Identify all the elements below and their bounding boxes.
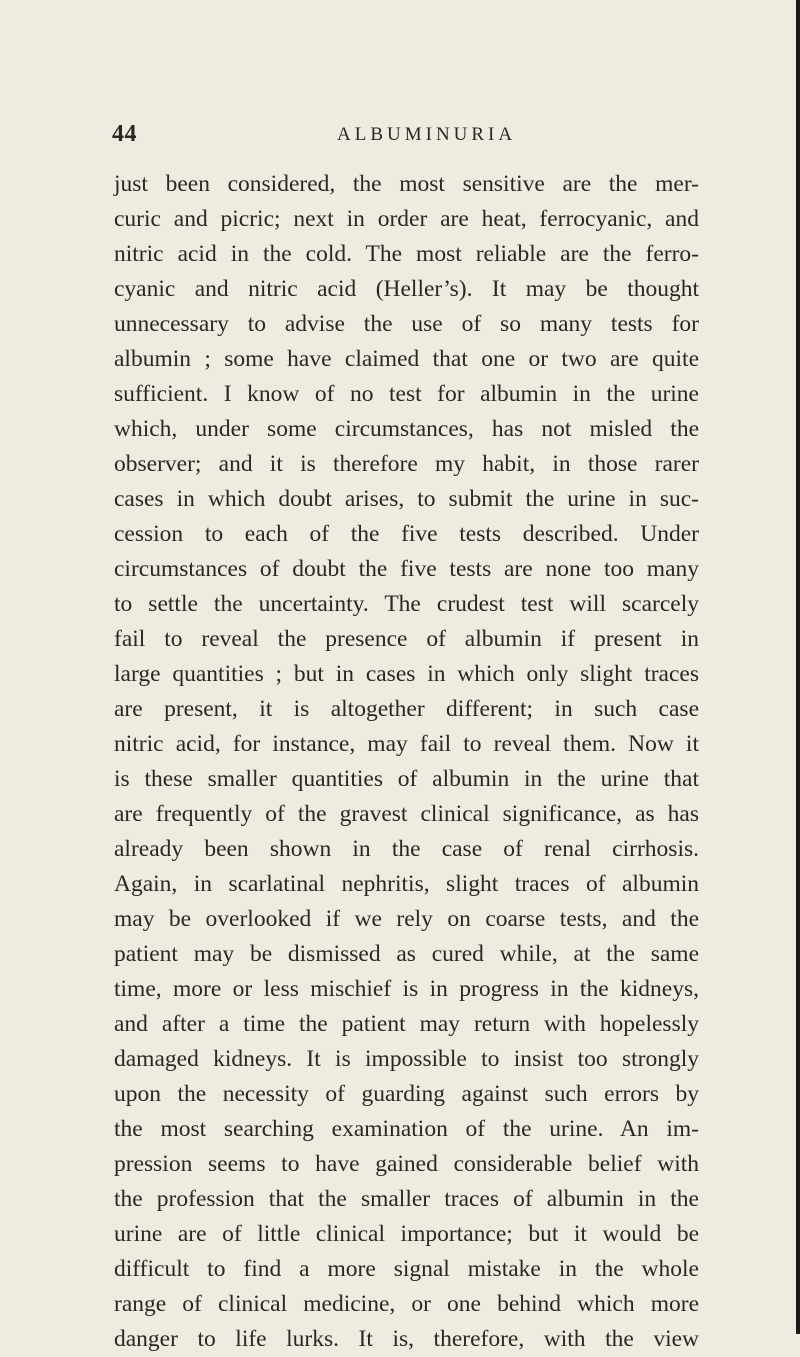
text-line: time, more or less mischief is in progress in the kidneys, — [114, 976, 699, 1002]
text-line: is these smaller quantities of albumin in the urine that — [114, 766, 699, 792]
page-edge-shadow — [796, 0, 800, 1334]
text-line: fail to reveal the presence of albumin if present in — [114, 626, 699, 652]
text-line: sufficient. I know of no test for albumin in the urine — [114, 381, 699, 407]
text-line: and after a time the patient may return with hopelessly — [114, 1011, 699, 1037]
text-line: large quantities ; but in cases in which only slight traces — [114, 661, 699, 687]
text-line: observer; and it is therefore my habit, in those rarer — [114, 451, 699, 477]
text-line: patient may be dismissed as cured while, at the same — [114, 941, 699, 967]
text-line: curic and picric; next in order are heat, ferrocyanic, and — [114, 206, 699, 232]
text-line: already been shown in the case of renal cirrhosis. — [114, 836, 699, 862]
text-line: urine are of little clinical importance; but it would be — [114, 1221, 699, 1247]
running-head: ALBUMINURIA — [337, 124, 517, 145]
body-paragraph — [114, 167, 699, 1357]
text-line: cession to each of the five tests described. Under — [114, 521, 699, 547]
text-line: difficult to find a more signal mistake in the whole — [114, 1256, 699, 1282]
page-header — [112, 121, 712, 155]
text-line: cyanic and nitric acid (Heller’s). It may be thought — [114, 276, 699, 302]
text-line: nitric acid in the cold. The most reliable are the ferro- — [114, 241, 699, 267]
text-line: are frequently of the gravest clinical significance, as has — [114, 801, 699, 827]
text-line: are present, it is altogether different; in such case — [114, 696, 699, 722]
text-line: pression seems to have gained considerable belief with — [114, 1151, 699, 1177]
text-line: just been considered, the most sensitive are the mer- — [114, 171, 699, 197]
text-line: nitric acid, for instance, may fail to reveal them. Now it — [114, 731, 699, 757]
text-line: cases in which doubt arises, to submit the urine in suc- — [114, 486, 699, 512]
text-line: which, under some circumstances, has not misled the — [114, 416, 699, 442]
text-line: danger to life lurks. It is, therefore, with the view — [114, 1326, 699, 1352]
text-line: to settle the uncertainty. The crudest test will scarcely — [114, 591, 699, 617]
text-line: unnecessary to advise the use of so many tests for — [114, 311, 699, 337]
text-line: upon the necessity of guarding against such errors by — [114, 1081, 699, 1107]
text-line: damaged kidneys. It is impossible to insist too strongly — [114, 1046, 699, 1072]
text-line: albumin ; some have claimed that one or two are quite — [114, 346, 699, 372]
text-line: Again, in scarlatinal nephritis, slight traces of albumin — [114, 871, 699, 897]
text-line: may be overlooked if we rely on coarse tests, and the — [114, 906, 699, 932]
text-line: the most searching examination of the urine. An im- — [114, 1116, 699, 1142]
text-line: circumstances of doubt the five tests are none too many — [114, 556, 699, 582]
text-line: range of clinical medicine, or one behind which more — [114, 1291, 699, 1317]
page-number: 44 — [112, 121, 137, 147]
text-line: the profession that the smaller traces of albumin in the — [114, 1186, 699, 1212]
